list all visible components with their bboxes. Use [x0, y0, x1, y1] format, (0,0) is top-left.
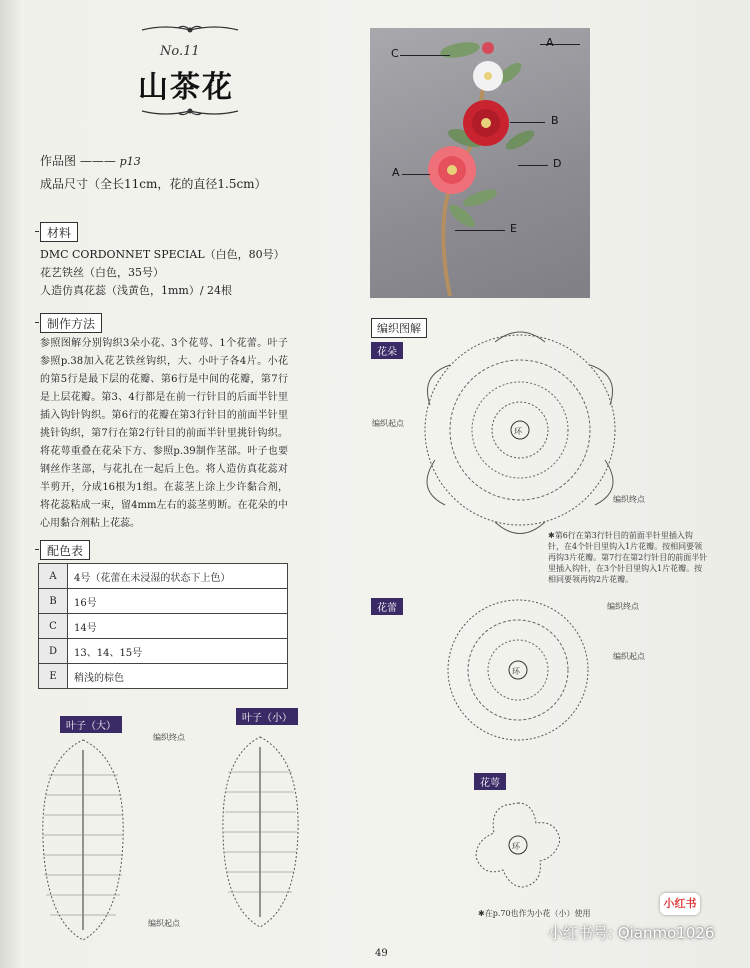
bottom-ornament-icon: [140, 103, 240, 119]
materials-heading: 材料: [40, 222, 78, 242]
color-table: [38, 563, 288, 689]
finished-size: 成品尺寸（全长11cm，花的直径1.5cm）: [40, 177, 267, 191]
table-row: A 4号（花蕾在未浸湿的状态下上色）: [39, 564, 288, 589]
watermark-logo: 小红书: [660, 893, 700, 915]
bud-chart-icon: [440, 595, 600, 745]
leaf-start-label: 编织起点: [148, 919, 180, 928]
top-ornament-icon: [140, 22, 240, 38]
material-line: 花艺铁丝（白色，35号）: [40, 266, 164, 279]
photo-label-a-lower: A: [392, 166, 400, 179]
watermark-text: 小红书号: Qianmo1026: [548, 924, 715, 942]
bud-tag: 花蕾: [371, 598, 403, 615]
leaf-small-tag: 叶子（小）: [236, 708, 298, 725]
leaf-small-chart-icon: [218, 732, 303, 932]
material-line: 人造仿真花蕊（浅黄色，1mm）/ 24根: [40, 284, 233, 297]
photo-label-a: A: [546, 36, 554, 49]
flower-chart-icon: [405, 330, 635, 550]
colors-heading: 配色表: [40, 540, 90, 560]
svg-text:环: 环: [512, 667, 520, 676]
leaf-large-tag: 叶子（大）: [60, 716, 122, 733]
flower-tag: 花朵: [371, 342, 403, 359]
photo-label-b: B: [551, 114, 559, 127]
table-row: C 14号: [39, 614, 288, 639]
page-title: 山茶花: [138, 70, 234, 105]
pattern-number: No.11: [160, 44, 200, 59]
leaf-end-label: 编织终点: [153, 733, 185, 742]
svg-text:环: 环: [512, 842, 520, 851]
method-text: 参照图解分别钩织3朵小花、3个花萼、1个花蕾。叶子参照p.38加入花艺铁丝钩织，大、小叶子各4片。小花的第5行是最下层的花瓣、第6行是中间的花瓣，第7行是上层花瓣。第3、4行都是在前一行针目的后面半针里插入钩针钩织。第6行的花瓣在第3行针目的前面半针里挑针钩织，第7行在第2行针目的前面半针里挑针钩织。将花萼重叠在花朵下方、参照p.39制作茎部。叶子也要钢丝作茎部，与花扎在一起后上色。将人造仿真花蕊对半剪开，分成16根为1组。在蕊茎上涂上少许黏合剂，将花蕊粘成一束，留4mm左右的蕊茎剪断。在花朵的中心用黏合剂粘上花蕊。: [40, 338, 288, 529]
flower-start-label: 编织起点: [372, 419, 404, 428]
leaf-large-chart-icon: [38, 735, 128, 945]
photo-label-d: D: [553, 157, 562, 170]
table-row: E 稍浅的棕色: [39, 664, 288, 689]
photo-label-c: C: [391, 47, 399, 60]
flower-end-label: 编织终点: [613, 495, 645, 504]
table-row: D 13、14、15号: [39, 639, 288, 664]
calyx-chart-icon: [468, 795, 568, 895]
photo-label-e: E: [510, 222, 517, 235]
flower-note: ✱第6行在第3行针目的前面半针里插入钩针，在4个针目里钩入1片花瓣。按相同要领再钩3片花瓣。第7行在第2行针目的前面半针里插入钩针，在3个针目里钩入1片花瓣。按相同要领再钩2片花瓣。: [548, 531, 708, 584]
diagram-heading: 编织图解: [371, 318, 427, 338]
table-row: B 16号: [39, 589, 288, 614]
materials-list: [40, 246, 285, 300]
page-number: 49: [375, 948, 388, 959]
method-heading: 制作方法: [40, 313, 102, 333]
svg-text:环: 环: [514, 427, 522, 436]
calyx-tag: 花萼: [474, 773, 506, 790]
material-line: DMC CORDONNET SPECIAL（白色，80号）: [40, 248, 285, 261]
bud-end-label: 编织终点: [607, 602, 639, 611]
bud-start-label: 编织起点: [613, 652, 645, 661]
work-reference: 作品图 ——— p13: [40, 154, 141, 168]
calyx-note: ✱在p.70也作为小花（小）使用: [478, 909, 591, 918]
